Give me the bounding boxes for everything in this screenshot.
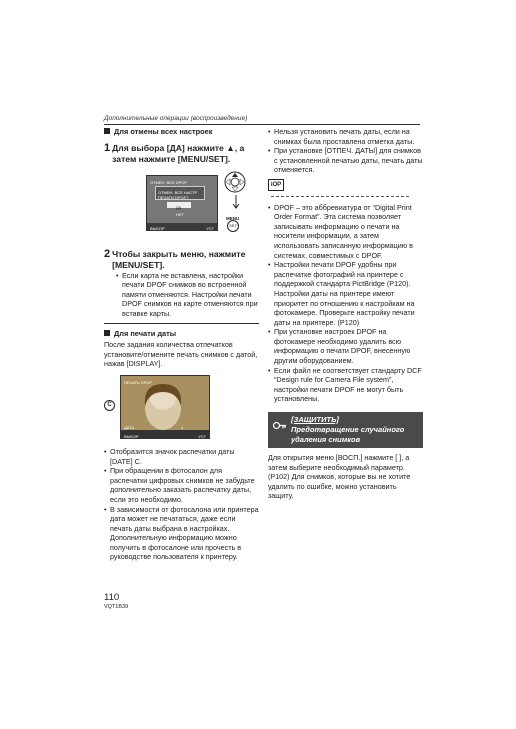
header-divider <box>104 124 420 125</box>
step2-note: • Если карта не вставлена, настройки печати DPOF снимков во встроенной памяти отменяются. Настройки печати DPOF снимков на карте отменяются при вставке карты. <box>116 270 258 318</box>
document-code: VQT1B39 <box>104 604 129 610</box>
screen1-area <box>104 171 259 249</box>
section2-text: После задания количества отпечатков установите/отмените печать снимков с датой, нажав [DISPLAY]. <box>104 340 258 369</box>
list-item: • DPOF – это аббревиатура от “Digital Print Order Format”. Эта система позволяет записывать информацию о печати на носители информации, а затем использовать записанную информацию в системах, совместимых с DPOF. <box>268 202 413 260</box>
list-item: • При установке настроек DPOF на фотокамере необходимо удалить всю информацию о печати DPOF, внесенную другим оборудованием. <box>268 327 411 366</box>
step-1 <box>104 143 259 165</box>
list-item: • Настройки печати DPOF удобны при распечатке фотографий на принтере с поддержкой стандарта PictBridge (P120). Настройки даты на принтере имеют приоритет по отношению к настройкам на фотокамере. Проверьте настройку печати даты на принтере. (P120) <box>268 260 415 327</box>
note-icon: iOP <box>268 179 284 191</box>
note-header <box>268 179 423 201</box>
arrow-down-icon <box>232 195 240 211</box>
key-icon <box>273 421 287 430</box>
step-text: Чтобы закрыть меню, нажмите [MENU/SET]. <box>112 248 246 270</box>
list-item: • Если файл не соответствует стандарту DCF “Design rule for Camera File system”, настройки печати DPOF не могут быть установлены. <box>268 365 422 404</box>
protect-description: Для открытия меню [ВОСП.] нажмите [ ], а затем выберите необходимый параметр. (P102) Для снимков, которые вы не хотите удалить по ошибке, можно установить защиту. <box>268 453 411 501</box>
section-cancel-all: Для отмены всех настроек <box>104 127 259 137</box>
screen2-area <box>104 375 259 439</box>
screen-line2: ПЕЧАТИ DPOF? <box>158 194 189 200</box>
right-column <box>268 127 423 501</box>
list-item: • Отобразится значок распечатки даты [DATE] C. <box>104 446 235 466</box>
protect-banner <box>268 412 423 448</box>
banner-subtitle: Предотвращение случайного удаления снимков <box>291 425 405 445</box>
list-item: • При обращении в фотосалон для распечатки цифровых снимков не забудьте дополнительно заказать распечатку даты, если это необходимо. <box>104 466 255 504</box>
step-2 <box>104 249 259 271</box>
option-no[interactable]: НЕТ <box>176 211 184 217</box>
c-callout: C <box>104 399 115 411</box>
section-print-date: Для печати даты <box>104 329 259 339</box>
print-count: 1 <box>181 424 184 430</box>
date-indicator: ДАТА <box>124 424 135 430</box>
dpad-icon <box>224 171 246 193</box>
option-yes[interactable]: ДА <box>167 202 191 208</box>
dashed-divider <box>271 196 409 197</box>
camera-screen-cancel <box>146 175 218 231</box>
menu-label: MENU <box>226 215 240 221</box>
camera-screen-date: ПЕЧАТЬ DPOF ДАТА 1 ВЫБОР УСТ <box>120 375 210 439</box>
screen-footer: ВЫБОР УСТ <box>147 223 217 230</box>
page-header-title: Дополнительные операции (воспроизведение) <box>104 115 248 122</box>
step-number: 2 <box>104 247 111 260</box>
section-divider <box>104 323 259 324</box>
square-bullet-icon <box>104 128 110 134</box>
menu-set-button[interactable]: SET <box>227 220 239 232</box>
screen-title: ОТМЕН. ВСЕ DPOF <box>150 179 187 185</box>
list-item: • При установке [ОТПЕЧ. ДАТЫ] для снимков с установленной печатью даты, печать даты отменяется. <box>268 146 423 175</box>
step-text: Для выбора [ДА] нажмите ▲, а затем нажмите [MENU/SET]. <box>112 142 245 164</box>
square-bullet-icon <box>104 330 110 336</box>
left-bullets <box>104 447 259 562</box>
left-column <box>104 127 259 562</box>
screen-line1: ОТМЕН. ВСЕ НАСТР <box>158 189 198 195</box>
screen-message-box <box>155 186 205 200</box>
list-item: • В зависимости от фотосалона или принтера дата может не печататься, даже если печать даты выбрана в настройках. Дополнительную информацию можно получить в фотосалоне или прочесть в руководстве пользователя к принтеру. <box>104 504 259 562</box>
page-number: 110 <box>104 592 120 603</box>
screen-title: ПЕЧАТЬ DPOF <box>124 379 152 385</box>
banner-title: [ЗАЩИТИТЬ] <box>291 415 339 425</box>
list-item: • Нельзя установить печать даты, если на снимках была проставлена отметка даты. <box>268 127 415 146</box>
step-number: 1 <box>104 141 111 154</box>
